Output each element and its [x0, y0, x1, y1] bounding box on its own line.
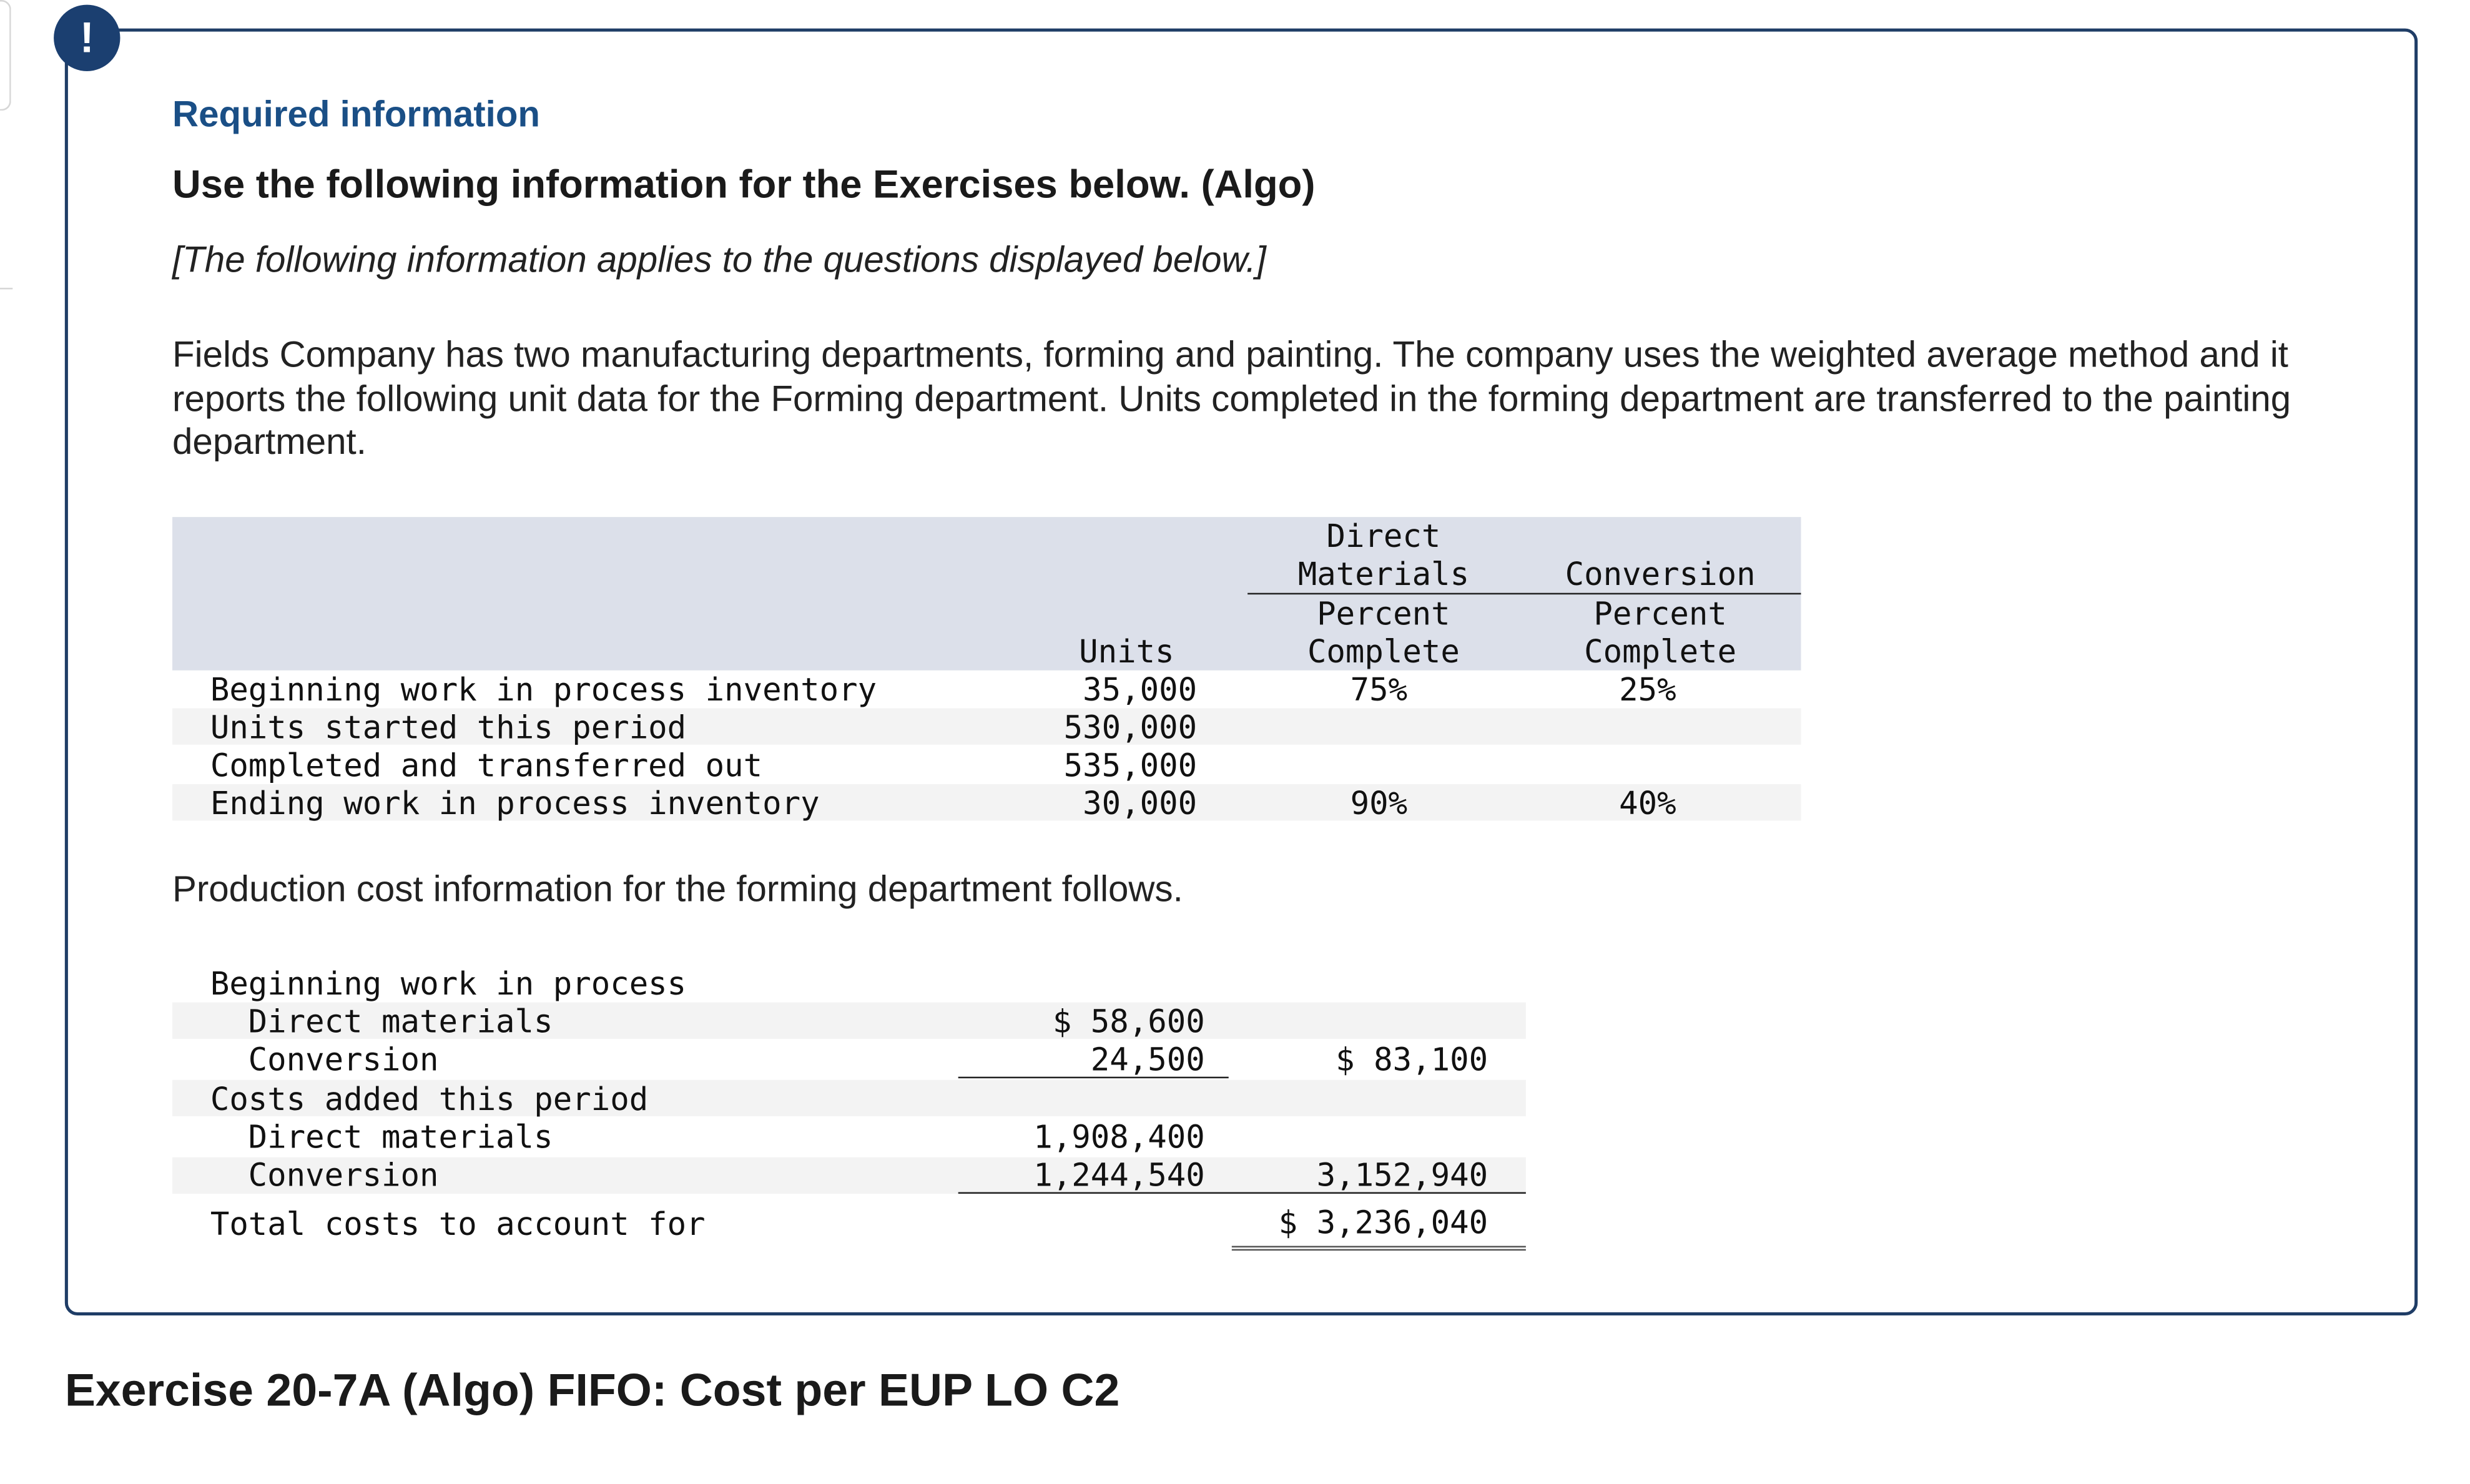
beginning-dm-label: Direct materials	[248, 1002, 553, 1041]
beginning-dm-value: $ 58,600	[1052, 1002, 1205, 1041]
conv-header-line1: Conversion	[1565, 554, 1756, 593]
added-dm-label: Direct materials	[248, 1118, 553, 1156]
total-rule	[958, 1192, 1526, 1194]
subtotal-rule	[958, 1077, 1229, 1079]
alert-icon: !	[54, 5, 120, 71]
beginning-wip-label: Beginning work in process	[210, 964, 687, 1003]
added-conv-label: Conversion	[248, 1156, 439, 1194]
row-units: 30,000	[1083, 784, 1198, 822]
row-conv-percent: 25%	[1619, 670, 1676, 709]
costs-added-label: Costs added this period	[210, 1079, 649, 1118]
added-dm-value: 1,908,400	[1033, 1118, 1205, 1156]
beginning-conv-value: 24,500	[1090, 1040, 1205, 1079]
row-label: Beginning work in process inventory	[210, 670, 877, 709]
required-information-label: Required information	[172, 93, 541, 135]
conv-header-line3: Complete	[1584, 632, 1737, 671]
dm-header-line1: Direct	[1326, 517, 1441, 555]
double-underline	[1232, 1246, 1526, 1251]
row-conv-percent: 40%	[1619, 784, 1676, 822]
dm-header-line3: Percent	[1317, 594, 1450, 632]
row-label: Units started this period	[210, 708, 687, 747]
row-dm-percent: 75%	[1350, 670, 1408, 709]
added-total-value: 3,152,940	[1316, 1156, 1488, 1194]
row-units: 35,000	[1083, 670, 1198, 709]
row-dm-percent: 90%	[1350, 784, 1408, 822]
row-units: 535,000	[1063, 746, 1198, 785]
problem-description: Fields Company has two manufacturing departments, forming and painting. The company uses the weighted average method and it reports the following unit data for the Forming department. Units completed in the forming department are transferred to the painting department.	[172, 333, 2291, 462]
dm-header-line2: Materials	[1297, 554, 1470, 593]
conv-header-line2: Percent	[1593, 594, 1727, 632]
instructions-heading: Use the following information for the Exercises below. (Algo)	[172, 162, 1316, 207]
exercise-title: Exercise 20-7A (Algo) FIFO: Cost per EUP LO C2	[64, 1366, 1120, 1417]
production-cost-intro: Production cost information for the forming department follows.	[172, 868, 1183, 910]
dm-header-line4: Complete	[1307, 632, 1460, 671]
applies-note: [The following information applies to the questions displayed below.]	[172, 238, 1266, 280]
beginning-total-value: $ 83,100	[1336, 1040, 1488, 1079]
total-costs-value: $ 3,236,040	[1278, 1203, 1488, 1242]
beginning-conv-label: Conversion	[248, 1040, 439, 1079]
total-costs-label: Total costs to account for	[210, 1204, 706, 1243]
row-units: 530,000	[1063, 708, 1198, 747]
edge-tab	[0, 0, 11, 111]
added-conv-value: 1,244,540	[1033, 1156, 1205, 1194]
units-header: Units	[1079, 632, 1174, 671]
row-label: Completed and transferred out	[210, 746, 763, 785]
row-label: Ending work in process inventory	[210, 784, 820, 822]
edge-divider	[0, 288, 12, 290]
